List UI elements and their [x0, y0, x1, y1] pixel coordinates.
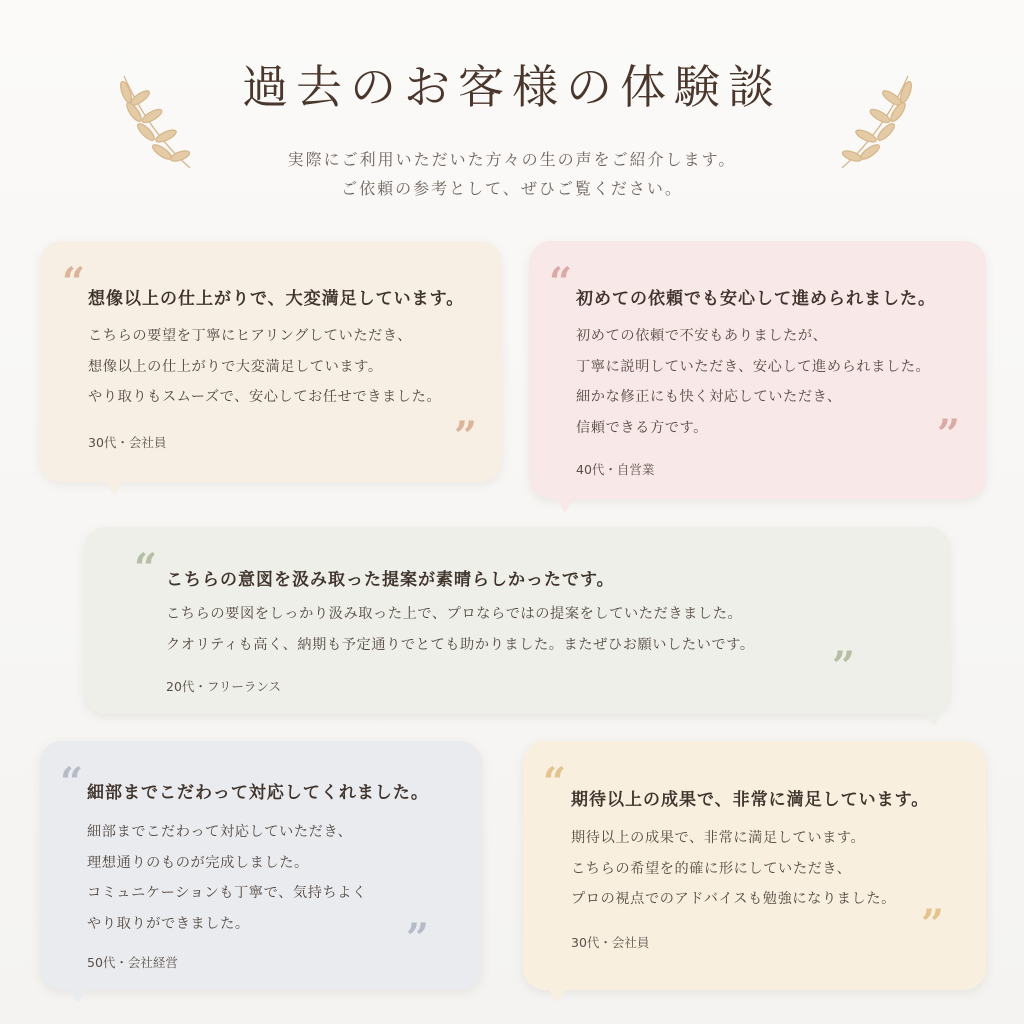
- testimonial-line: コミュニケーションも丁寧で、気持ちよく: [87, 885, 367, 901]
- testimonial-line: 理想通りのものが完成しました。: [87, 854, 309, 871]
- testimonial-body: [166, 599, 755, 660]
- testimonial-body: [576, 321, 930, 443]
- testimonial-heading: 初めての依頼でも安心して進められました。: [576, 289, 936, 309]
- close-quote-icon: ”: [406, 915, 430, 962]
- testimonial-author: 30代・会社員: [88, 435, 167, 450]
- close-quote-icon: ”: [454, 413, 478, 460]
- speech-bubble-tail: [70, 990, 86, 1003]
- open-quote-icon: “: [62, 259, 86, 306]
- open-quote-icon: “: [549, 259, 573, 306]
- subtitle-line: ご依頼の参考として、ぜひご覧ください。: [341, 179, 683, 198]
- close-quote-icon: ”: [937, 411, 961, 458]
- testimonial-card-2: [529, 241, 986, 499]
- close-quote-icon: ”: [921, 901, 945, 948]
- speech-bubble-tail: [926, 714, 942, 727]
- testimonial-line: こちらの要望を丁寧にヒアリングしていただき、: [88, 328, 412, 344]
- testimonial-line: クオリティも高く、納期も予定通りでとても助かりました。またぜひお願いしたいです。: [166, 636, 755, 653]
- testimonial-card-5: [523, 741, 986, 990]
- testimonial-heading: こちらの意図を汲み取った提案が素晴らしかったです。: [166, 570, 615, 590]
- testimonial-author: 30代・会社員: [571, 935, 650, 950]
- subtitle-line: 実際にご利用いただいた方々の生の声をご紹介します。: [287, 150, 737, 169]
- testimonial-heading: 想像以上の仕上がりで、大変満足しています。: [88, 289, 465, 309]
- testimonial-line: やり取りもスムーズで、安心してお任せできました。: [88, 389, 442, 405]
- speech-bubble-tail: [557, 499, 573, 513]
- testimonial-line: やり取りができました。: [87, 915, 250, 932]
- testimonial-body: [87, 817, 367, 939]
- testimonial-card-4: [40, 741, 482, 990]
- open-quote-icon: “: [134, 545, 158, 592]
- testimonial-heading: 期待以上の成果で、非常に満足しています。: [571, 790, 930, 810]
- testimonial-card-3: [84, 527, 950, 714]
- speech-bubble-tail: [106, 482, 122, 496]
- testimonial-line: 信頼できる方です。: [576, 419, 708, 436]
- speech-bubble-tail: [549, 990, 565, 1003]
- testimonial-line: 想像以上の仕上がりで大変満足しています。: [88, 358, 383, 375]
- page-title: 過去のお客様の体験談: [242, 60, 782, 114]
- testimonial-line: 初めての依頼で不安もありましたが、: [576, 328, 828, 344]
- testimonial-line: 丁寧に説明していただき、安心して進められました。: [576, 358, 931, 375]
- testimonial-line: 細部までこだわって対応していただき、: [87, 824, 353, 840]
- testimonial-heading: 細部までこだわって対応してくれました。: [87, 783, 429, 803]
- open-quote-icon: “: [60, 759, 84, 806]
- testimonial-line: こちらの希望を的確に形にしていただき、: [571, 860, 852, 877]
- testimonial-line: プロの視点でのアドバイスも勉強になりました。: [571, 891, 896, 907]
- close-quote-icon: ”: [832, 643, 856, 690]
- testimonial-body: [571, 823, 896, 915]
- testimonial-card-1: [40, 241, 502, 482]
- testimonial-line: こちらの要図をしっかり汲み取った上で、プロならではの提案をしていただきました。: [166, 606, 743, 622]
- page-subtitle: [0, 145, 1024, 203]
- testimonial-author: 50代・会社経営: [87, 955, 178, 970]
- testimonial-line: 細かな修正にも快く対応していただき、: [576, 389, 842, 405]
- testimonial-line: 期待以上の成果で、非常に満足しています。: [571, 830, 866, 846]
- testimonial-body: [88, 321, 441, 413]
- testimonial-author: 20代・フリーランス: [166, 679, 282, 694]
- testimonial-author: 40代・自営業: [576, 462, 655, 477]
- open-quote-icon: “: [543, 759, 567, 806]
